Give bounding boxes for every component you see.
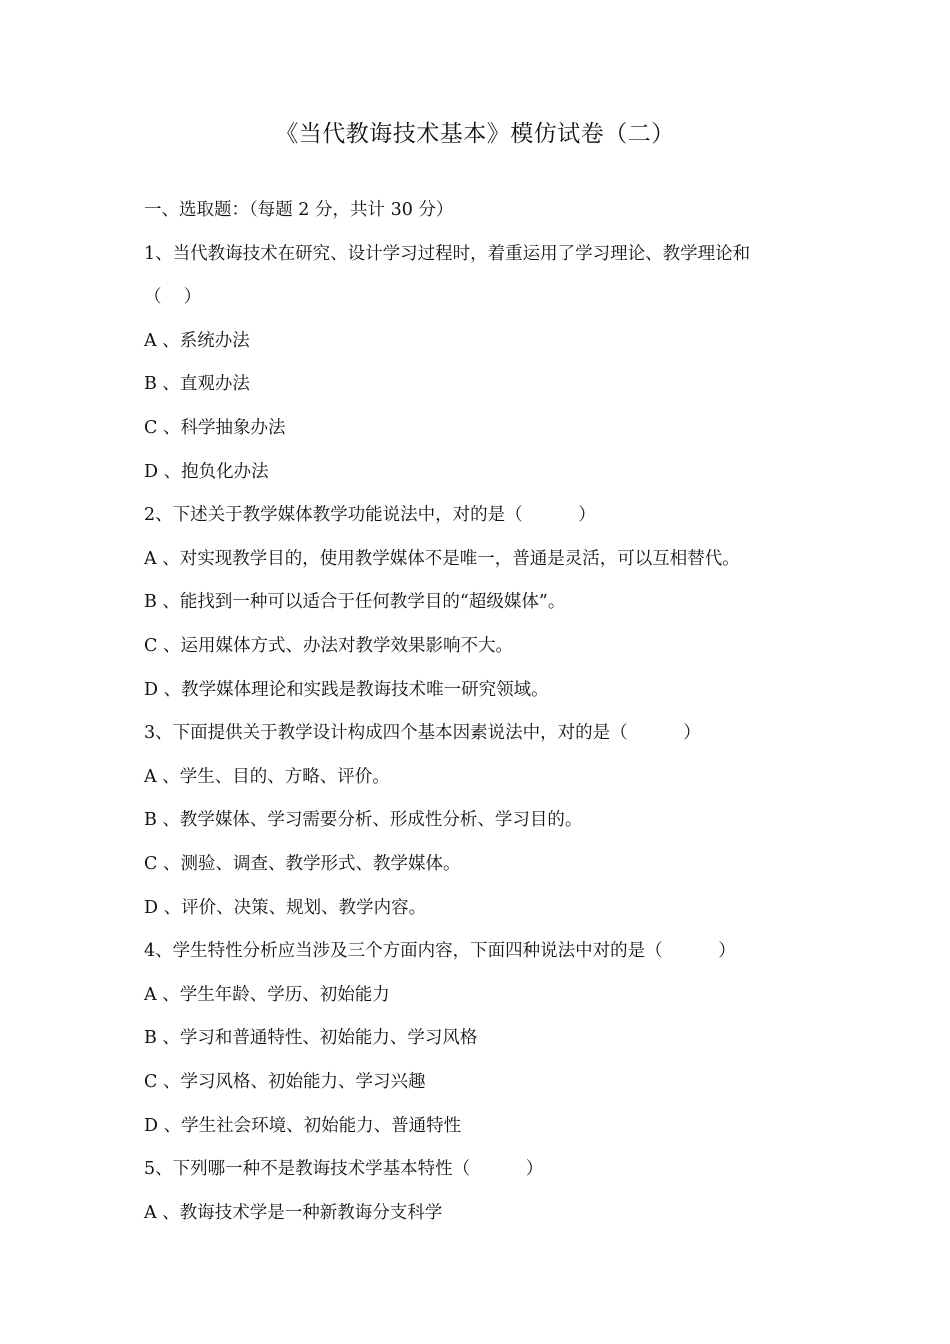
question-3-option-c: C 、测验、调查、教学形式、教学媒体。	[144, 854, 461, 874]
question-4-option-b: B 、学习和普通特性、初始能力、学习风格	[144, 1028, 478, 1048]
question-5-option-a: A 、教诲技术学是一种新教诲分支科学	[144, 1203, 443, 1223]
question-1-stem: 1、当代教诲技术在研究、设计学习过程时，着重运用了学习理论、教学理论和	[144, 244, 751, 264]
question-4-option-d: D 、学生社会环境、初始能力、普通特性	[144, 1116, 462, 1136]
question-4-option-c: C 、学习风格、初始能力、学习兴趣	[144, 1072, 426, 1092]
question-3-option-a: A 、学生、目的、方略、评价。	[144, 767, 390, 787]
question-1-option-b: B 、直观办法	[144, 374, 250, 394]
question-4-stem: 4、学生特性分析应当涉及三个方面内容，下面四种说法中对的是（ ）	[144, 941, 736, 961]
question-3-stem: 3、下面提供关于教学设计构成四个基本因素说法中，对的是（ ）	[144, 723, 701, 743]
question-1-option-c: C 、科学抽象办法	[144, 418, 286, 438]
question-2-option-d: D 、教学媒体理论和实践是教诲技术唯一研究领域。	[144, 680, 549, 700]
section-heading: 一、选取题：（每题 2 分，共计 30 分）	[144, 200, 454, 220]
question-2-option-c: C 、运用媒体方式、办法对教学效果影响不大。	[144, 636, 513, 656]
question-2-option-a: A 、对实现教学目的，使用教学媒体不是唯一，普通是灵活，可以互相替代。	[144, 549, 740, 569]
question-2-stem: 2、下述关于教学媒体教学功能说法中，对的是（ ）	[144, 505, 596, 525]
question-4-option-a: A 、学生年龄、学历、初始能力	[144, 985, 390, 1005]
question-5-stem: 5、下列哪一种不是教诲技术学基本特性（ ）	[144, 1159, 544, 1179]
question-3-option-d: D 、评价、决策、规划、教学内容。	[144, 898, 427, 918]
question-3-option-b: B 、教学媒体、学习需要分析、形成性分析、学习目的。	[144, 810, 583, 830]
question-1-stem-cont: （ ）	[144, 287, 202, 307]
page-title: 《当代教诲技术基本》模仿试卷（二）	[275, 121, 675, 147]
question-1-option-a: A 、系统办法	[144, 331, 250, 351]
question-1-option-d: D 、抱负化办法	[144, 462, 269, 482]
question-2-option-b: B 、能找到一种可以适合于任何教学目的“超级媒体”。	[144, 592, 566, 612]
